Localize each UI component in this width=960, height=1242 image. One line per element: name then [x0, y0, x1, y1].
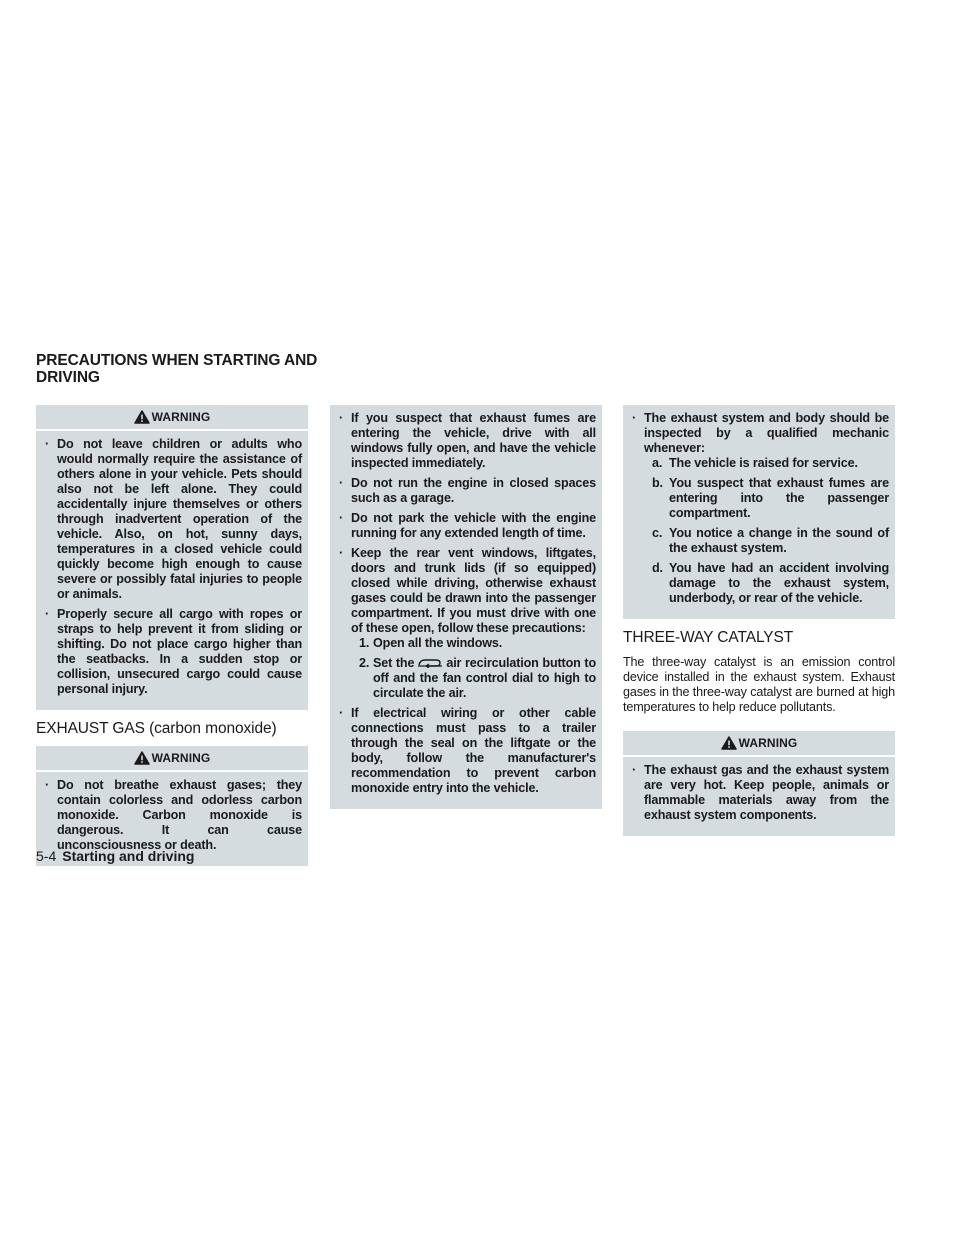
warning-label: WARNING — [151, 410, 211, 424]
page-number: 5-4 — [36, 848, 57, 864]
warning-triangle-icon — [721, 736, 737, 750]
warning-box-continued — [330, 405, 602, 809]
body-paragraph: The three-way catalyst is an emission control device installed in the exhaust system. Exhaust gases in the three-way catalyst are burned at high temperatures to help reduce pollutants. — [623, 655, 895, 714]
list-item: · Do not run the engine in closed spaces such as a garage. — [339, 476, 596, 505]
column-1 — [36, 405, 308, 866]
warning-header — [623, 731, 895, 757]
warning-box-catalyst — [623, 731, 895, 836]
heading-three-way-catalyst: THREE-WAY CATALYST — [623, 629, 794, 646]
list-item: · Do not park the vehicle with the engine running for any extended length of time. — [339, 511, 596, 540]
sub-list-item: 2. Set the air recirculation button to off and the fan control dial to high to circulate the air. — [359, 656, 597, 700]
page-footer — [36, 848, 194, 864]
heading-exhaust-gas: EXHAUST GAS (carbon monoxide) — [36, 720, 277, 737]
air-recirculation-icon — [417, 657, 443, 668]
section-title: PRECAUTIONS WHEN STARTING AND DRIVING — [36, 352, 318, 386]
sub-list-item: a. The vehicle is raised for service. — [652, 456, 858, 470]
sub-list-item: 1. Open all the windows. — [359, 636, 503, 650]
warning-triangle-icon — [134, 410, 150, 424]
column-3 — [623, 405, 895, 836]
warning-box-children-cargo — [36, 405, 308, 710]
list-item: · The exhaust system and body should be inspected by a qualified mechanic whenever: a. The vehicle is raised for service. b. You suspect that exhaust fumes are entering into the passenger compartment. c. You notice a change in the sound of the exhaust system. d. You have had an accident involving damage to the exhaust system, underbody, or rear of the vehicle. — [632, 411, 889, 605]
list-item: · Do not breathe exhaust gases; they contain colorless and odorless carbon monoxide. Carbon monoxide is dangerous. It can cause unconsciousness or death. — [45, 778, 302, 852]
list-item: · Properly secure all cargo with ropes or straps to help prevent it from sliding or shifting. Do not place cargo higher than the seatbacks. In a sudden stop or collision, unsecured cargo could cause personal injury. — [45, 607, 302, 696]
list-item: · If you suspect that exhaust fumes are entering the vehicle, drive with all windows fully open, and have the vehicle inspected immediately. — [339, 411, 596, 470]
warning-header — [36, 405, 308, 431]
list-item: · Keep the rear vent windows, liftgates, doors and trunk lids (if so equipped) closed while driving, otherwise exhaust gases could be drawn into the passenger compartment. If you must drive with one of these open, follow these precautions: 1. Open all the windows. 2. Set the air recirculation button to off and the fan control dial to high to circulate the air. — [339, 546, 597, 700]
sub-list-item: b. You suspect that exhaust fumes are entering into the passenger compartment. — [652, 476, 889, 520]
warning-box-continued — [623, 405, 895, 619]
warning-header — [36, 746, 308, 772]
warning-label: WARNING — [738, 736, 798, 750]
list-item: · Do not leave children or adults who would normally require the assistance of others alone in your vehicle. Pets should also not be left alone. They could accidentally injure themselves or others through inadvertent operation of the vehicle. Also, on hot, sunny days, temperatures in a closed vehicle could quickly become high enough to cause severe or possibly fatal injuries to people or animals. — [45, 437, 302, 601]
warning-label: WARNING — [151, 751, 211, 765]
sub-list-item: c. You notice a change in the sound of the exhaust system. — [652, 526, 889, 555]
list-item: · The exhaust gas and the exhaust system are very hot. Keep people, animals or flammable materials away from the exhaust system components. — [632, 763, 889, 822]
list-item: · If electrical wiring or other cable connections must pass to a trailer through the seal on the liftgate or the body, follow the manufacturer's recommendation to prevent carbon monoxide entry into the vehicle. — [339, 706, 596, 795]
chapter-title: Starting and driving — [62, 848, 195, 864]
warning-triangle-icon — [134, 751, 150, 765]
sub-list-item: d. You have had an accident involving damage to the exhaust system, underbody, or rear of the vehicle. — [652, 561, 889, 605]
column-2 — [330, 405, 602, 809]
